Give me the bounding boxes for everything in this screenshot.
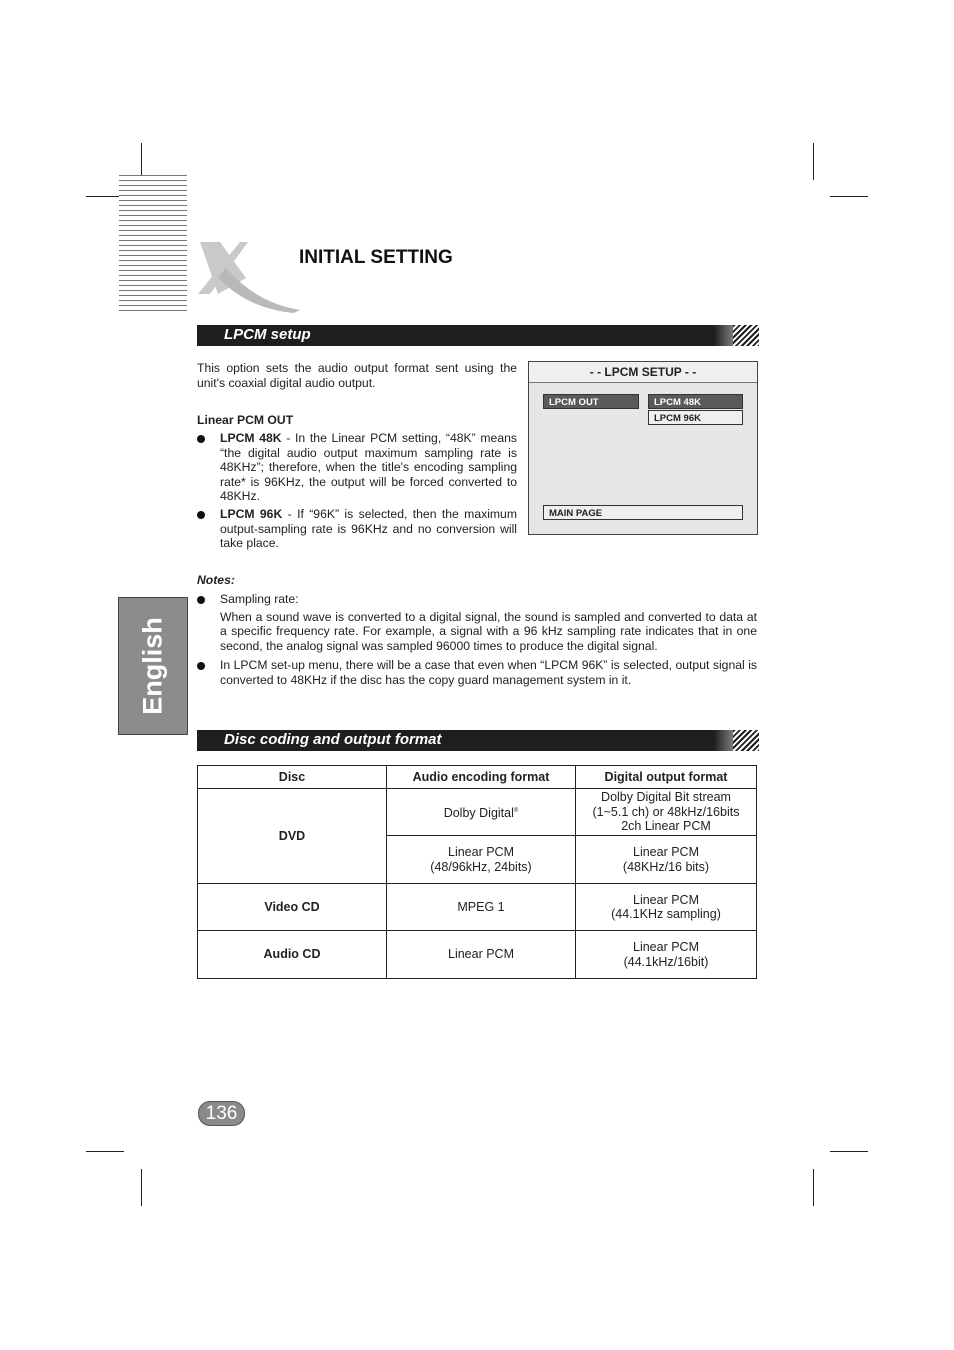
disc-audio-cd: Audio CD <box>198 931 387 979</box>
notes-heading: Notes: <box>197 573 235 587</box>
page-number: 136 <box>198 1101 245 1126</box>
note-copy-guard-text: In LPCM set-up menu, there will be a case that even when “LPCM 96K” is selected, output signal is converted to 48KHz if the disc has the copy guard management system in it. <box>220 658 757 687</box>
page-title: INITIAL SETTING <box>299 247 453 268</box>
bullet-icon <box>197 662 205 670</box>
crop-mark <box>86 1151 124 1152</box>
vcd-encoding: MPEG 1 <box>387 884 576 931</box>
language-tab <box>118 597 188 735</box>
acd-output: Linear PCM (44.1kHz/16bit) <box>576 931 757 979</box>
crop-mark <box>830 196 868 197</box>
table-row <box>198 884 757 931</box>
crop-mark <box>830 1151 868 1152</box>
osd-main-page-item[interactable]: MAIN PAGE <box>543 505 743 520</box>
table-row <box>198 931 757 979</box>
osd-option-lpcm-96k[interactable]: LPCM 96K <box>648 410 743 425</box>
lpcm-section-title: LPCM setup <box>224 326 311 343</box>
table-header-row <box>198 766 757 789</box>
disc-dvd: DVD <box>198 789 387 884</box>
bullet-icon <box>197 435 205 443</box>
bullet-icon <box>197 596 205 604</box>
lpcm-48k-text: - In the Linear PCM setting, “48K” means “the digital audio output maximum sampling rate is 48KHz”; therefore, when the title's encoding sampling rate* is 96KHz, the output will be forced converted to 48KHz. <box>220 431 517 504</box>
osd-title: - - LPCM SETUP - - <box>529 362 757 383</box>
acd-encoding: Linear PCM <box>387 931 576 979</box>
col-header-encoding: Audio encoding format <box>387 766 576 789</box>
list-item <box>197 592 757 653</box>
lpcm-section-bar <box>197 325 759 346</box>
lpcm-48k-term: LPCM 48K <box>220 431 282 445</box>
dvd-encoding-lpcm: Linear PCM (48/96kHz, 24bits) <box>387 836 576 884</box>
crop-mark <box>141 1169 142 1206</box>
bullet-icon <box>197 511 205 519</box>
osd-lpcm-out-item[interactable]: LPCM OUT <box>543 394 639 409</box>
vcd-output: Linear PCM (44.1KHz sampling) <box>576 884 757 931</box>
disc-format-table <box>197 765 757 979</box>
linear-pcm-out-heading: Linear PCM OUT <box>197 413 294 427</box>
lpcm-96k-term: LPCM 96K <box>220 507 283 521</box>
list-item <box>197 431 517 504</box>
disc-section-bar <box>197 730 759 751</box>
list-item <box>197 658 757 687</box>
bar-hatch-decoration <box>733 730 759 751</box>
crop-mark <box>813 143 814 180</box>
list-item <box>197 507 517 551</box>
table-row <box>198 789 757 836</box>
crop-mark <box>813 1169 814 1206</box>
col-header-output: Digital output format <box>576 766 757 789</box>
disc-section-title: Disc coding and output format <box>224 731 442 748</box>
bar-hatch-decoration <box>733 325 759 346</box>
header-stripes <box>119 175 187 312</box>
disc-video-cd: Video CD <box>198 884 387 931</box>
dvd-output-dolby: Dolby Digital Bit stream (1~5.1 ch) or 48kHz/16bits 2ch Linear PCM <box>576 789 757 836</box>
lpcm-96k-text: - If “96K” is selected, then the maximum output-sampling rate is 96KHz and no conversion will take place. <box>220 507 517 551</box>
lpcm-setup-osd <box>528 361 758 535</box>
lpcm-intro: This option sets the audio output format sent using the unit's coaxial digital audio output. <box>197 361 517 390</box>
note-sampling-title: Sampling rate: <box>220 592 299 606</box>
col-header-disc: Disc <box>198 766 387 789</box>
dvd-encoding-dolby: Dolby Digital® <box>387 789 576 836</box>
language-tab-label: English <box>137 617 168 715</box>
osd-option-lpcm-48k[interactable]: LPCM 48K <box>648 394 743 409</box>
logo-x-icon <box>196 238 302 314</box>
dvd-output-lpcm: Linear PCM (48KHz/16 bits) <box>576 836 757 884</box>
note-sampling-text: When a sound wave is converted to a digital signal, the sound is sampled and converted to data at a specific frequency rate. For example, a signal with a 96 kHz sampling rate indicates that in one second, the analog signal was sampled 96000 times to produce the digital signal. <box>220 609 757 653</box>
